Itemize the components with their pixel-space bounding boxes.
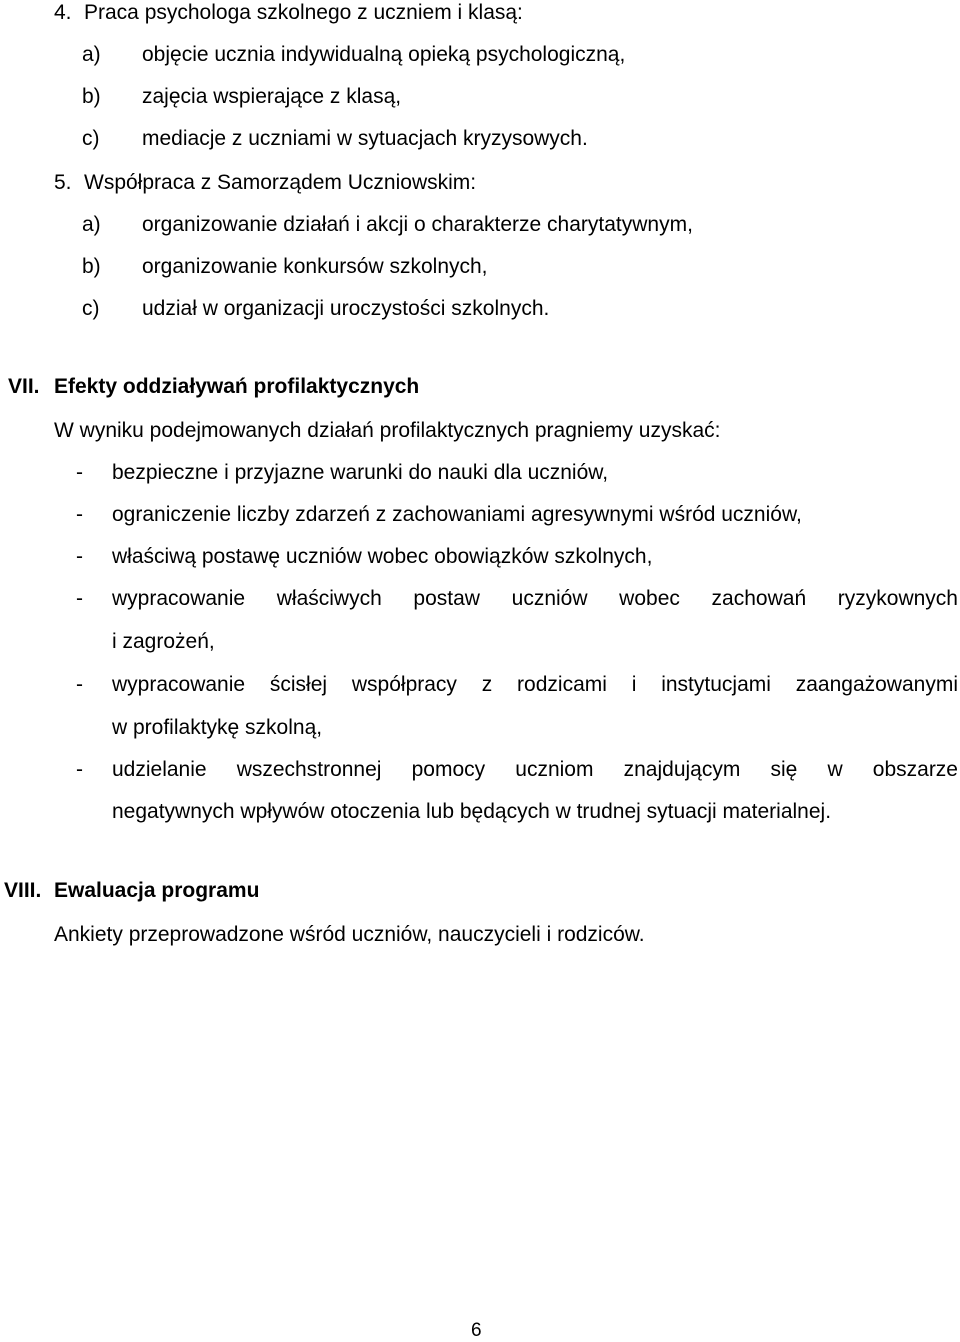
- list-marker: c): [82, 127, 100, 150]
- list-item-text: właściwą postawę uczniów wobec obowiązków szkolnych,: [112, 545, 653, 568]
- section-5-number: 5.: [54, 171, 72, 194]
- list-item-text: wypracowanie właściwych postaw uczniów wobec zachowań ryzykownych: [112, 587, 958, 610]
- list-marker: b): [82, 85, 101, 108]
- section-4-number: 4.: [54, 1, 72, 24]
- list-item-text: wypracowanie ścisłej współpracy z rodzicami i instytucjami zaangażowanymi: [112, 673, 958, 696]
- list-marker: a): [82, 43, 101, 66]
- list-marker: -: [76, 503, 83, 526]
- list-marker: -: [76, 758, 83, 781]
- list-marker: b): [82, 255, 101, 278]
- list-item-text: mediacje z uczniami w sytuacjach kryzysowych.: [142, 127, 588, 150]
- list-item-text: objęcie ucznia indywidualną opieką psychologiczną,: [142, 43, 626, 66]
- section-vii-intro: W wyniku podejmowanych działań profilaktycznych pragniemy uzyskać:: [54, 419, 721, 442]
- list-item-text: ograniczenie liczby zdarzeń z zachowaniami agresywnymi wśród uczniów,: [112, 503, 802, 526]
- list-item-text-continuation: negatywnych wpływów otoczenia lub będących w trudnej sytuacji materialnej.: [112, 800, 832, 823]
- section-vii-title: Efekty oddziaływań profilaktycznych: [54, 375, 420, 398]
- section-vii-number: VII.: [8, 375, 40, 398]
- list-marker: a): [82, 213, 101, 236]
- section-5-title: Współpraca z Samorządem Uczniowskim:: [84, 171, 477, 194]
- section-viii-title: Ewaluacja programu: [54, 879, 260, 902]
- list-marker: c): [82, 297, 100, 320]
- page-number: 6: [471, 1320, 482, 1341]
- list-marker: -: [76, 673, 83, 696]
- list-item-text-continuation: w profilaktykę szkolną,: [112, 716, 323, 739]
- section-viii-number: VIII.: [4, 879, 42, 902]
- list-item-text: bezpieczne i przyjazne warunki do nauki dla uczniów,: [112, 461, 609, 484]
- list-item-text: organizowanie konkursów szkolnych,: [142, 255, 488, 278]
- list-marker: -: [76, 587, 83, 610]
- section-viii-body: Ankiety przeprowadzone wśród uczniów, nauczycieli i rodziców.: [54, 923, 645, 946]
- section-4-title: Praca psychologa szkolnego z uczniem i klasą:: [84, 1, 523, 24]
- list-item-text: udzielanie wszechstronnej pomocy uczniom znajdującym się w obszarze: [112, 758, 958, 781]
- list-item-text: zajęcia wspierające z klasą,: [142, 85, 402, 108]
- list-item-text: organizowanie działań i akcji o charakterze charytatywnym,: [142, 213, 693, 236]
- list-item-text-continuation: i zagrożeń,: [112, 630, 215, 653]
- list-marker: -: [76, 545, 83, 568]
- list-item-text: udział w organizacji uroczystości szkolnych.: [142, 297, 550, 320]
- list-marker: -: [76, 461, 83, 484]
